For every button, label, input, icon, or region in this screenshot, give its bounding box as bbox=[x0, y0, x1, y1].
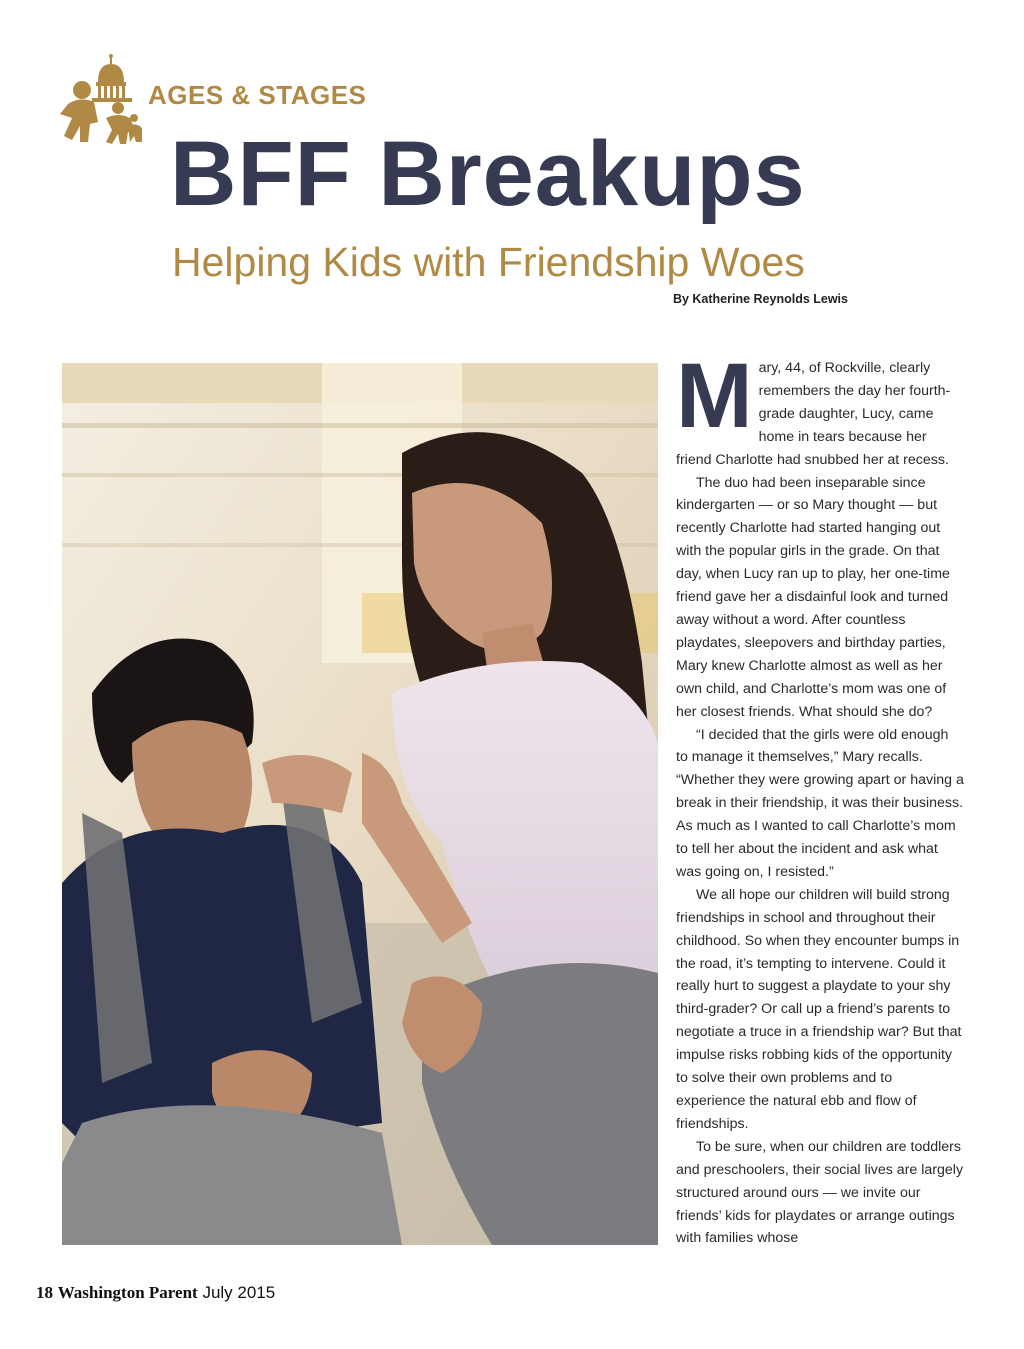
issue-date: July 2015 bbox=[202, 1283, 276, 1302]
article-paragraph: To be sure, when our children are toddlers and preschoolers, their social lives are largely structured around ours — we invite our friends’ kids for playdates or arrange outings with families whose bbox=[676, 1138, 964, 1247]
capitol-family-logo-icon bbox=[58, 52, 144, 146]
page-footer bbox=[36, 1283, 275, 1303]
page-title: BFF Breakups bbox=[170, 123, 806, 225]
article-paragraph: “I decided that the girls were old enough to manage it themselves,” Mary recalls. “Whether they were growing apart or having a break in their friendship, it was their business. As much as I wanted to call Charlotte’s mom to tell her about the incident and ask what was going on, I resisted.” bbox=[676, 726, 964, 880]
byline: By Katherine Reynolds Lewis bbox=[672, 292, 848, 306]
article-body bbox=[676, 345, 964, 1250]
article-paragraph: We all hope our children will build strong friendships in school and throughout their childhood. So when they encounter bumps in the road, it’s tempting to intervene. Could it really hurt to suggest a playdate to your shy third-grader? Or call up a friend’s parents to negotiate a truce in a friendship war? But that impulse risks robbing kids of the opportunity to solve their own problems and to experience the natural ebb and flow of friendships. bbox=[676, 886, 962, 1132]
page-number: 18 bbox=[36, 1283, 53, 1302]
article-paragraph: The duo had been inseparable since kindergarten — or so Mary thought — but recently Charlotte had started hanging out with the popular girls in the grade. On that day, when Lucy ran up to play, her one-time friend gave her a disdainful look and turned away without a word. After countless playdates, sleepovers and birthday parties, Mary knew Charlotte almost as well as her own child, and Charlotte’s mom was one of her closest friends. What should she do? bbox=[676, 474, 950, 720]
section-label: AGES & STAGES bbox=[148, 80, 367, 110]
mother-and-son-photo bbox=[62, 363, 658, 1245]
article-paragraph bbox=[676, 345, 964, 472]
paragraph-text: ary, 44, of Rockville, clearly remembers the day her fourth-grade daughter, Lucy, came home in tears because her friend Charlotte had snubbed her at recess. bbox=[676, 360, 951, 468]
page-subtitle: Helping Kids with Friendship Woes bbox=[172, 239, 805, 285]
publication-name: Washington Parent bbox=[57, 1283, 198, 1302]
drop-cap: M bbox=[676, 345, 753, 447]
